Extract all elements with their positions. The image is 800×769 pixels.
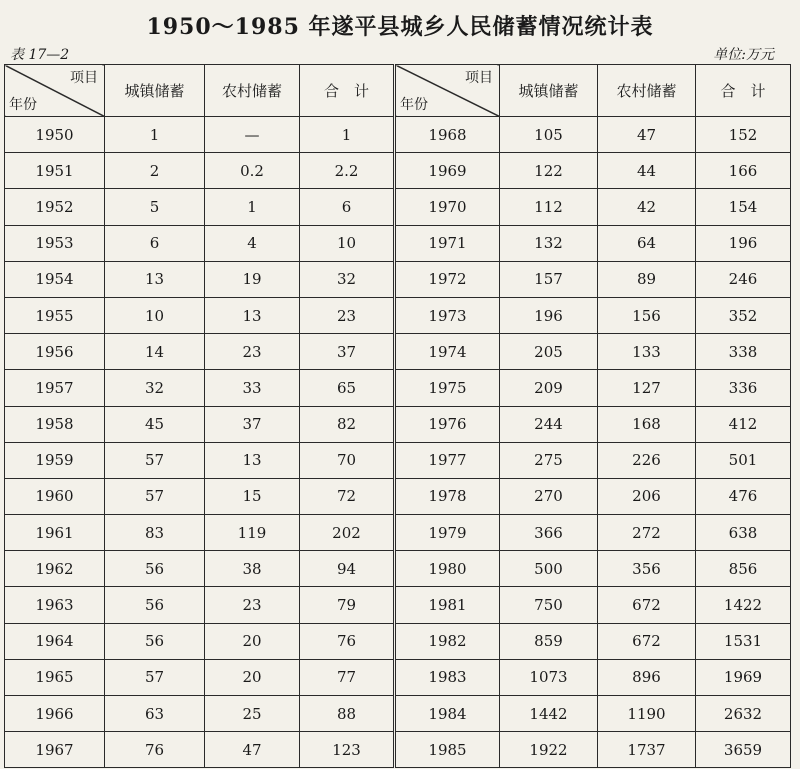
table-row [5,261,791,297]
table-row [5,659,791,695]
cell-urban: 1 [105,117,205,153]
table-row [5,515,791,551]
cell-urban: 112 [500,189,598,225]
cell-year: 1958 [5,406,105,442]
table-row [5,225,791,261]
cell-year: 1968 [395,117,500,153]
cell-year: 1978 [395,478,500,514]
table-row [5,189,791,225]
table-number: 表 17—2 [10,47,70,63]
cell-total: 476 [696,478,791,514]
cell-year: 1950 [5,117,105,153]
cell-total: 246 [696,261,791,297]
cell-rural: 13 [205,442,300,478]
table-row [5,117,791,153]
cell-urban: 209 [500,370,598,406]
cell-rural: 356 [598,551,696,587]
unit-label: 单位:万元 [713,47,774,63]
cell-year: 1971 [395,225,500,261]
cell-year: 1982 [395,623,500,659]
cell-total: 1531 [696,623,791,659]
header-urban: 城镇储蓄 [105,65,205,117]
cell-urban: 244 [500,406,598,442]
cell-year: 1965 [5,659,105,695]
cell-rural: 47 [598,117,696,153]
cell-total: 196 [696,225,791,261]
cell-rural: 37 [205,406,300,442]
cell-total: 94 [300,551,395,587]
cell-urban: 57 [105,442,205,478]
cell-year: 1975 [395,370,500,406]
header-year-label: 年份 [9,97,37,113]
cell-rural: 896 [598,659,696,695]
header-total: 合 计 [300,65,395,117]
cell-urban: 76 [105,732,205,768]
cell-rural: 42 [598,189,696,225]
cell-total: 352 [696,297,791,333]
cell-year: 1976 [395,406,500,442]
cell-year: 1977 [395,442,500,478]
header-corner-left [5,65,105,117]
cell-urban: 205 [500,334,598,370]
cell-year: 1957 [5,370,105,406]
header-rural: 农村储蓄 [205,65,300,117]
cell-rural: 226 [598,442,696,478]
cell-urban: 2 [105,153,205,189]
cell-rural: 672 [598,587,696,623]
cell-urban: 859 [500,623,598,659]
cell-total: 77 [300,659,395,695]
cell-year: 1972 [395,261,500,297]
cell-total: 123 [300,732,395,768]
cell-year: 1974 [395,334,500,370]
cell-rural: 168 [598,406,696,442]
cell-year: 1983 [395,659,500,695]
savings-table [4,64,791,768]
table-body [5,117,791,768]
cell-rural: 44 [598,153,696,189]
cell-year: 1984 [395,696,500,732]
cell-rural: 1190 [598,696,696,732]
header-rural: 农村储蓄 [598,65,696,117]
cell-total: 2.2 [300,153,395,189]
cell-rural: 25 [205,696,300,732]
cell-total: 37 [300,334,395,370]
table-row [5,406,791,442]
cell-year: 1966 [5,696,105,732]
cell-total: 412 [696,406,791,442]
cell-rural: 0.2 [205,153,300,189]
cell-total: 10 [300,225,395,261]
cell-year: 1963 [5,587,105,623]
cell-total: 82 [300,406,395,442]
cell-year: 1959 [5,442,105,478]
cell-year: 1973 [395,297,500,333]
header-total: 合 计 [696,65,791,117]
cell-year: 1960 [5,478,105,514]
cell-rural: 1 [205,189,300,225]
cell-rural: 1737 [598,732,696,768]
document-title: 1950～1985 年遂平县城乡人民储蓄情况统计表 [146,14,654,40]
cell-rural: 4 [205,225,300,261]
cell-year: 1970 [395,189,500,225]
cell-rural: 33 [205,370,300,406]
cell-rural: 272 [598,515,696,551]
cell-total: 65 [300,370,395,406]
cell-urban: 500 [500,551,598,587]
cell-urban: 13 [105,261,205,297]
header-corner-right [395,65,500,117]
cell-urban: 57 [105,659,205,695]
cell-total: 76 [300,623,395,659]
cell-total: 1 [300,117,395,153]
cell-rural: 64 [598,225,696,261]
table-row [5,370,791,406]
cell-rural: 15 [205,478,300,514]
cell-urban: 270 [500,478,598,514]
cell-urban: 196 [500,297,598,333]
cell-rural: 20 [205,659,300,695]
cell-total: 72 [300,478,395,514]
cell-rural: 119 [205,515,300,551]
cell-year: 1951 [5,153,105,189]
cell-rural: 23 [205,587,300,623]
cell-urban: 14 [105,334,205,370]
cell-rural: 23 [205,334,300,370]
cell-urban: 6 [105,225,205,261]
cell-rural: 156 [598,297,696,333]
cell-year: 1985 [395,732,500,768]
cell-total: 6 [300,189,395,225]
cell-year: 1952 [5,189,105,225]
cell-urban: 1073 [500,659,598,695]
cell-total: 202 [300,515,395,551]
cell-year: 1956 [5,334,105,370]
cell-year: 1979 [395,515,500,551]
cell-total: 1969 [696,659,791,695]
cell-total: 166 [696,153,791,189]
cell-total: 501 [696,442,791,478]
cell-rural: 89 [598,261,696,297]
cell-total: 638 [696,515,791,551]
cell-urban: 1442 [500,696,598,732]
cell-urban: 56 [105,623,205,659]
cell-total: 1422 [696,587,791,623]
cell-urban: 63 [105,696,205,732]
cell-year: 1953 [5,225,105,261]
cell-rural: 38 [205,551,300,587]
cell-total: 856 [696,551,791,587]
cell-urban: 1922 [500,732,598,768]
cell-urban: 105 [500,117,598,153]
table-row [5,334,791,370]
cell-rural: 20 [205,623,300,659]
cell-year: 1961 [5,515,105,551]
cell-total: 23 [300,297,395,333]
table-row [5,153,791,189]
cell-rural: 13 [205,297,300,333]
cell-year: 1969 [395,153,500,189]
header-item-label: 项目 [465,70,493,86]
cell-urban: 122 [500,153,598,189]
cell-urban: 45 [105,406,205,442]
cell-year: 1955 [5,297,105,333]
header-row [5,65,791,117]
cell-urban: 83 [105,515,205,551]
cell-rural: 47 [205,732,300,768]
cell-urban: 132 [500,225,598,261]
cell-total: 32 [300,261,395,297]
cell-year: 1981 [395,587,500,623]
cell-total: 154 [696,189,791,225]
cell-total: 336 [696,370,791,406]
cell-total: 338 [696,334,791,370]
cell-urban: 56 [105,587,205,623]
table-row [5,478,791,514]
cell-rural: 206 [598,478,696,514]
table-row [5,442,791,478]
cell-year: 1954 [5,261,105,297]
cell-rural: 19 [205,261,300,297]
table-row [5,297,791,333]
cell-rural: 127 [598,370,696,406]
cell-urban: 750 [500,587,598,623]
table-row [5,623,791,659]
header-urban: 城镇储蓄 [500,65,598,117]
table-row [5,587,791,623]
cell-year: 1967 [5,732,105,768]
cell-total: 3659 [696,732,791,768]
cell-urban: 157 [500,261,598,297]
cell-urban: 366 [500,515,598,551]
cell-urban: 275 [500,442,598,478]
cell-urban: 32 [105,370,205,406]
cell-total: 70 [300,442,395,478]
header-year-label: 年份 [400,97,428,113]
cell-rural: — [205,117,300,153]
cell-year: 1980 [395,551,500,587]
cell-urban: 56 [105,551,205,587]
cell-year: 1964 [5,623,105,659]
cell-total: 2632 [696,696,791,732]
cell-total: 79 [300,587,395,623]
table-row [5,732,791,768]
table-row [5,696,791,732]
cell-rural: 133 [598,334,696,370]
cell-year: 1962 [5,551,105,587]
cell-urban: 57 [105,478,205,514]
cell-urban: 10 [105,297,205,333]
cell-rural: 672 [598,623,696,659]
header-item-label: 项目 [70,70,98,86]
cell-total: 152 [696,117,791,153]
cell-urban: 5 [105,189,205,225]
table-row [5,551,791,587]
cell-total: 88 [300,696,395,732]
